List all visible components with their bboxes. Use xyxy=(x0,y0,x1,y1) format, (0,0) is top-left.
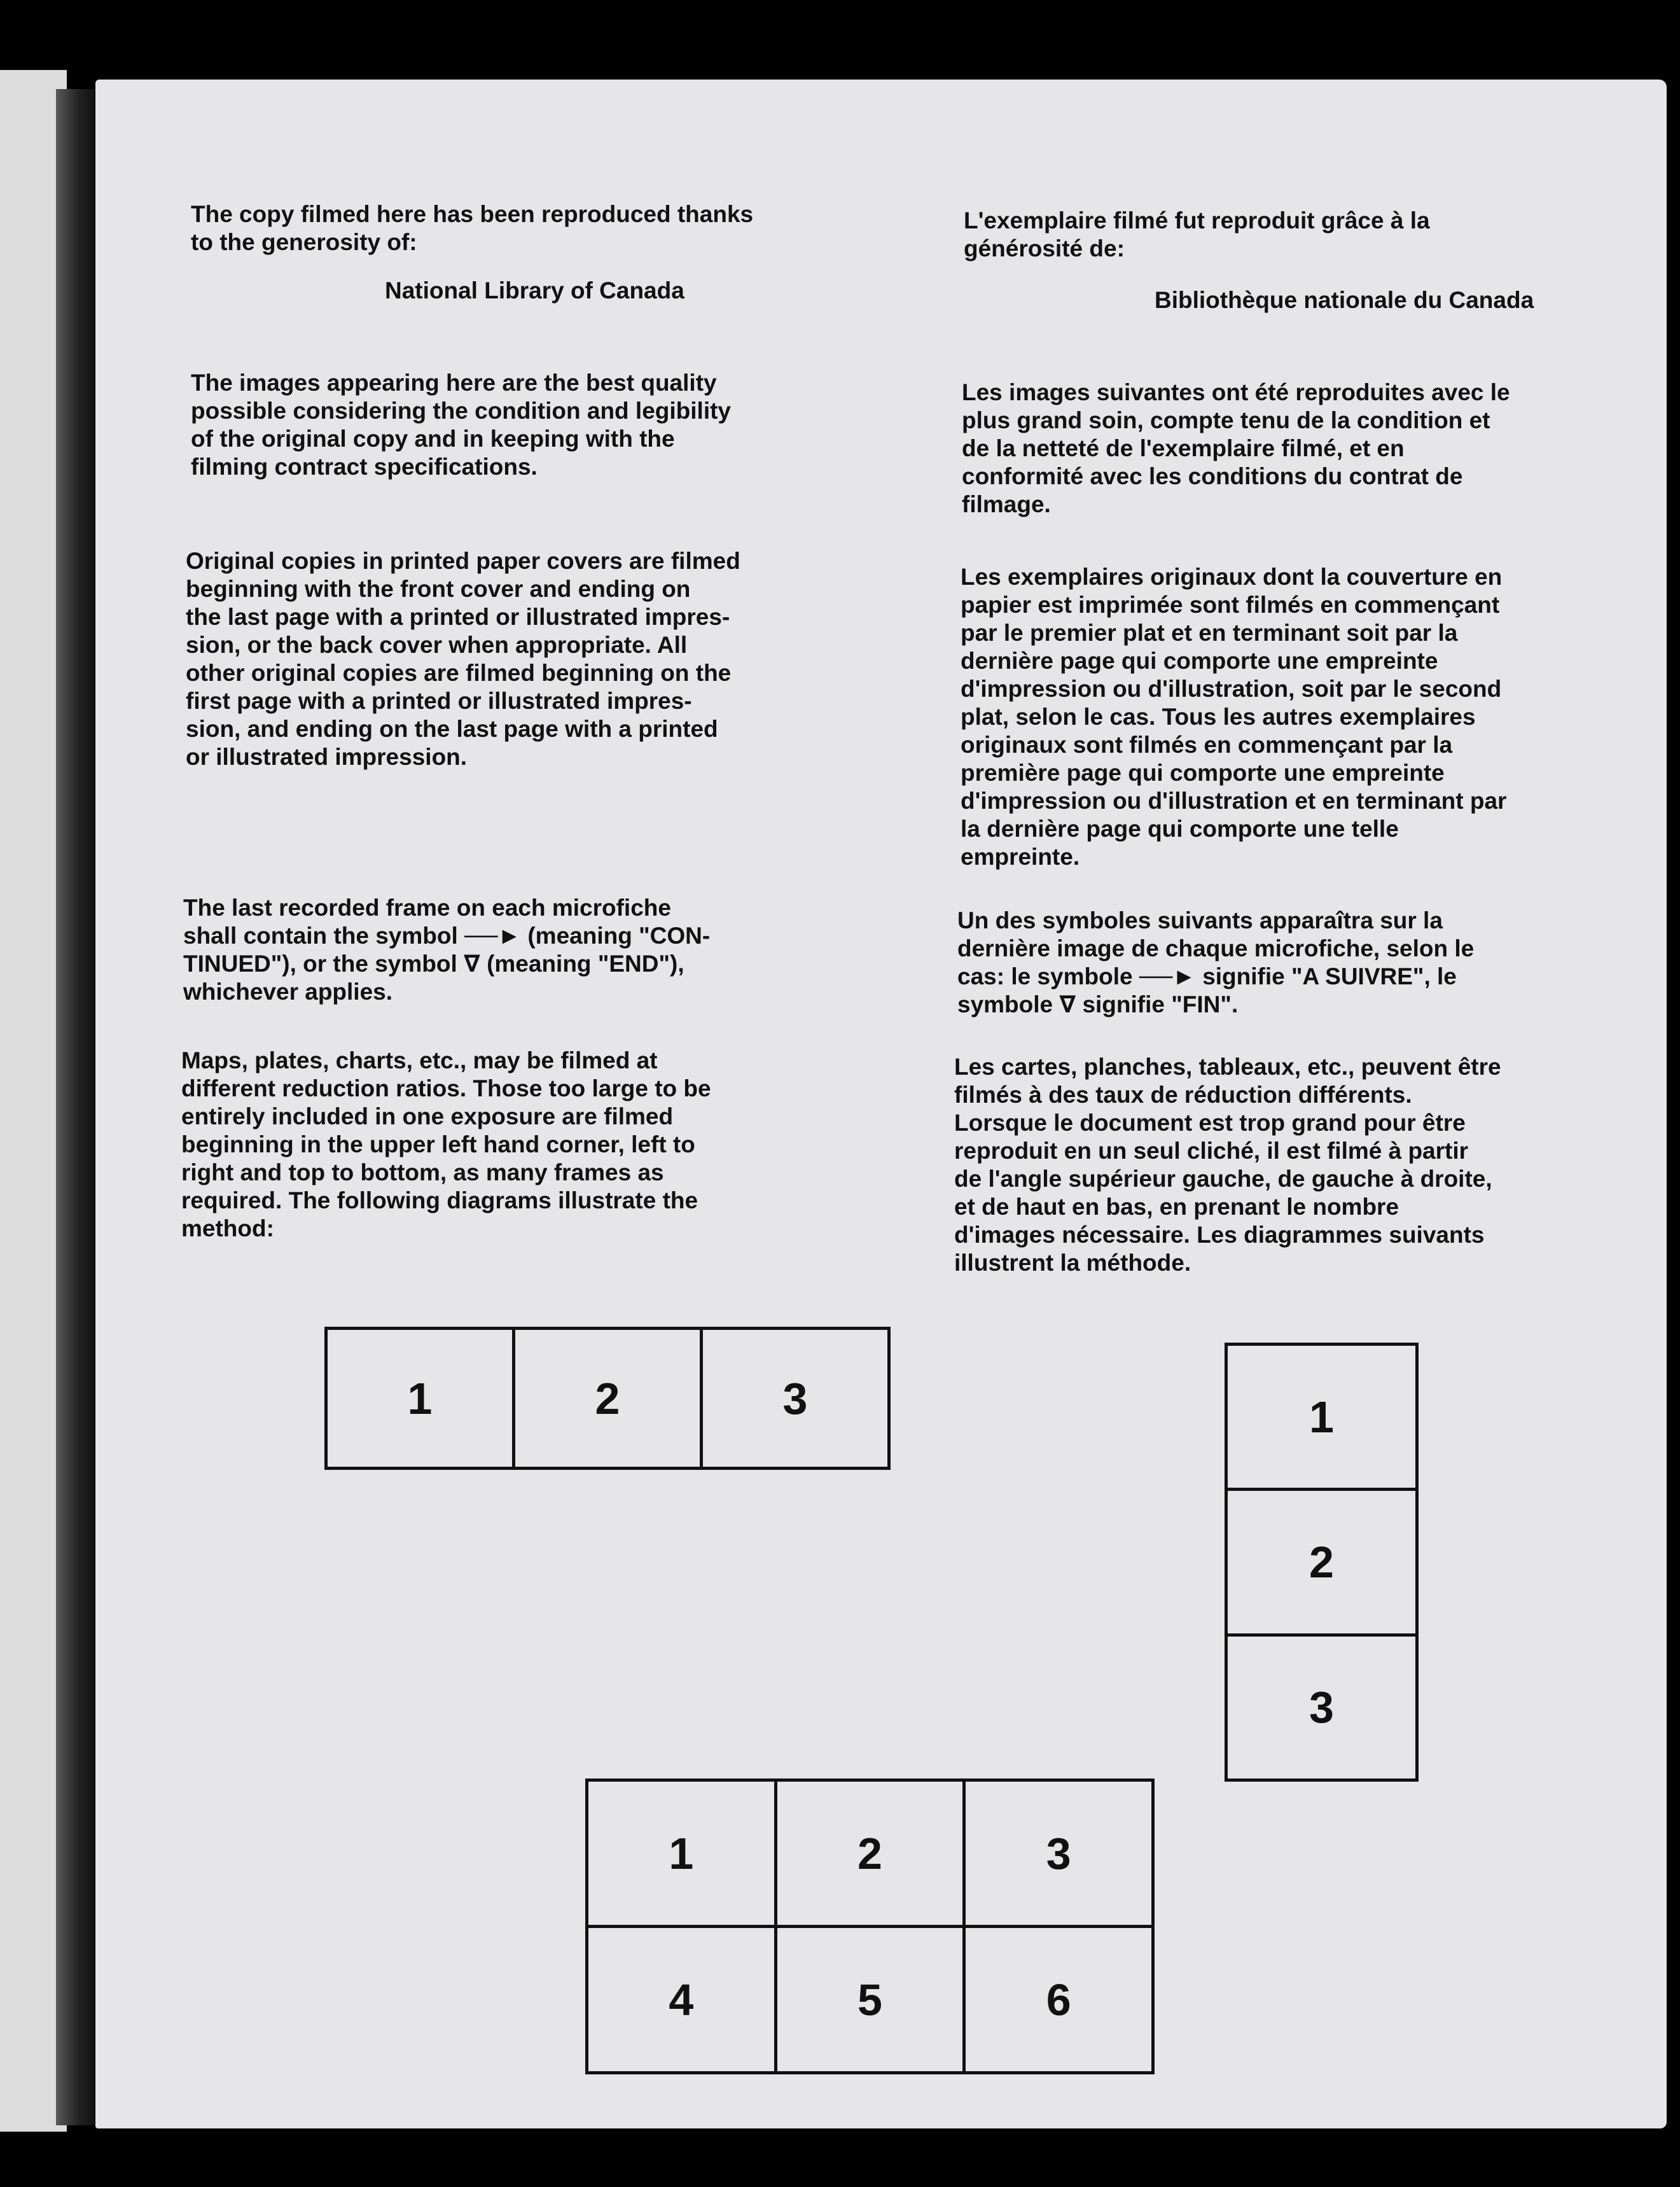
diagram-cell: 6 xyxy=(966,1928,1151,2071)
en-library: National Library of Canada xyxy=(385,277,684,304)
diagram-cell: 4 xyxy=(588,1928,774,2071)
document-page xyxy=(95,80,1667,2128)
en-original-copies: Original copies in printed paper covers are filmed beginning with the front cover and ending on the last page with a printed or illustrated impres- sion, or the back cover when appropriate. All other original copies are filmed beginning on the first page with a printed or illustrated impres- sion, and ending on the last page with a printed or illustrated impression. xyxy=(186,548,740,770)
fr-library: Bibliothèque nationale du Canada xyxy=(1155,287,1534,313)
en-thanks: The copy filmed here has been reproduced thanks to the generosity of: xyxy=(191,201,754,255)
diagram-horizontal xyxy=(324,1327,891,1470)
page-shadow-edge xyxy=(56,89,94,2125)
diagram-cell: 1 xyxy=(328,1330,512,1467)
fr-maps: Les cartes, planches, tableaux, etc., peuvent être filmés à des taux de réduction différents. Lorsque le document est trop grand pour être reproduit en un seul cliché, il est filmé à partir de l'angle supérieur gauche, de gauche à droite, et de haut en bas, en prenant le nombre d'images nécessaire. Les diagrammes suivants illustrent la méthode. xyxy=(954,1054,1501,1276)
diagram-cell: 1 xyxy=(1228,1346,1415,1488)
fr-symbols: Un des symboles suivants apparaîtra sur la dernière image de chaque microfiche, selon le cas: le symbole ──► signifie "A SUIVRE", le symbole ∇ signifie "FIN". xyxy=(957,907,1475,1017)
diagram-cell: 2 xyxy=(515,1330,700,1467)
en-maps: Maps, plates, charts, etc., may be filmed at different reduction ratios. Those too large to be entirely included in one exposure are filmed beginning in the upper left hand corner, left to right and top to bottom, as many frames as required. The following diagrams illustrate the method: xyxy=(181,1047,711,1241)
diagram-cell: 2 xyxy=(777,1782,963,1925)
fr-thanks: L'exemplaire filmé fut reproduit grâce à la générosité de: xyxy=(964,207,1430,262)
diagram-cell: 3 xyxy=(703,1330,887,1467)
diagram-cell: 3 xyxy=(1228,1637,1415,1778)
fr-original-copies: Les exemplaires originaux dont la couverture en papier est imprimée sont filmés en commençant par le premier plat et en terminant soit par la dernière page qui comporte une empreinte d'impression ou d'illustration, soit par le second plat, selon le cas. Tous les autres exemplaires originaux sont filmés en commençant par la première page qui comporte une empreinte d'impression ou d'illustration et en terminant par la dernière page qui comporte une telle empreinte. xyxy=(961,564,1507,870)
diagram-cell: 3 xyxy=(966,1782,1151,1925)
diagram-cell: 5 xyxy=(777,1928,963,2071)
fr-quality: Les images suivantes ont été reproduites avec le plus grand soin, compte tenu de la condition et de la netteté de l'exemplaire filmé, et en conformité avec les conditions du contrat de filmage. xyxy=(962,379,1510,517)
en-quality: The images appearing here are the best quality possible considering the condition and legibility of the original copy and in keeping with the filming contract specifications. xyxy=(191,370,732,480)
en-symbols: The last recorded frame on each microfiche shall contain the symbol ──► (meaning "CON- TINUED"), or the symbol ∇ (meaning "END"), whichever applies. xyxy=(183,895,711,1005)
diagram-cell: 1 xyxy=(588,1782,774,1925)
diagram-cell: 2 xyxy=(1228,1491,1415,1633)
diagram-vertical xyxy=(1225,1343,1419,1782)
diagram-grid xyxy=(585,1778,1155,2074)
